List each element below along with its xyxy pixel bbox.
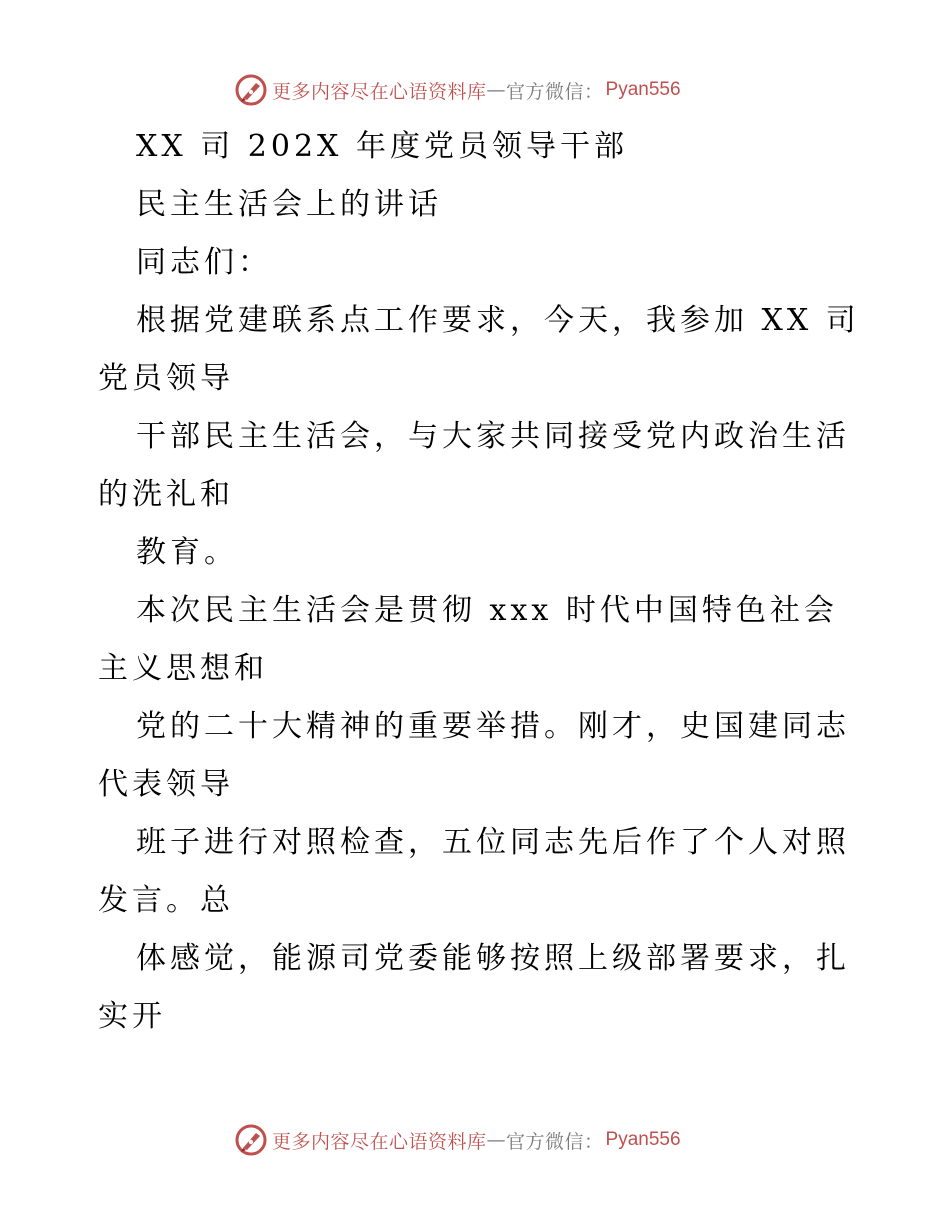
watermark-main-text: 更多内容尽在心语资料库 xyxy=(272,1130,487,1153)
text-line: 的洗礼和 xyxy=(98,477,234,512)
text-line: 主义思想和 xyxy=(98,651,268,686)
text-line: 班子进行对照检查，五位同志先后作了个人对照 xyxy=(136,825,850,860)
text-line: 根据党建联系点工作要求，今天，我参加 XX 司 xyxy=(136,303,860,338)
watermark-wechat-id: Pyan556 xyxy=(605,1129,681,1150)
text-line: 党员领导 xyxy=(98,361,234,396)
document-body xyxy=(98,118,858,1046)
watermark-wechat-id: Pyan556 xyxy=(605,79,681,100)
text-line: 实开 xyxy=(98,999,166,1034)
salutation: 同志们： xyxy=(136,245,272,280)
text-line: 教育。 xyxy=(136,535,238,570)
header-watermark xyxy=(234,72,681,108)
pen-logo-icon xyxy=(234,1123,268,1157)
footer-watermark xyxy=(234,1122,681,1158)
document-title-line-1: XX 司 202X 年度党员领导干部 xyxy=(136,129,628,164)
document-title-line-2: 民主生活会上的讲话 xyxy=(136,187,442,222)
text-line: 体感觉，能源司党委能够按照上级部署要求，扎 xyxy=(136,941,850,976)
text-line: 本次民主生活会是贯彻 xxx 时代中国特色社会 xyxy=(136,593,838,628)
watermark-separator: — xyxy=(486,1129,507,1151)
text-line: 发言。总 xyxy=(98,883,234,918)
text-line: 代表领导 xyxy=(98,767,234,802)
text-line: 党的二十大精神的重要举措。刚才，史国建同志 xyxy=(136,709,850,744)
text-line: 干部民主生活会，与大家共同接受党内政治生活 xyxy=(136,419,850,454)
watermark-separator: — xyxy=(486,79,507,101)
pen-logo-icon xyxy=(234,73,268,107)
watermark-main-text: 更多内容尽在心语资料库 xyxy=(272,80,487,103)
watermark-label: 官方微信： xyxy=(506,80,604,103)
watermark-label: 官方微信： xyxy=(506,1130,604,1153)
